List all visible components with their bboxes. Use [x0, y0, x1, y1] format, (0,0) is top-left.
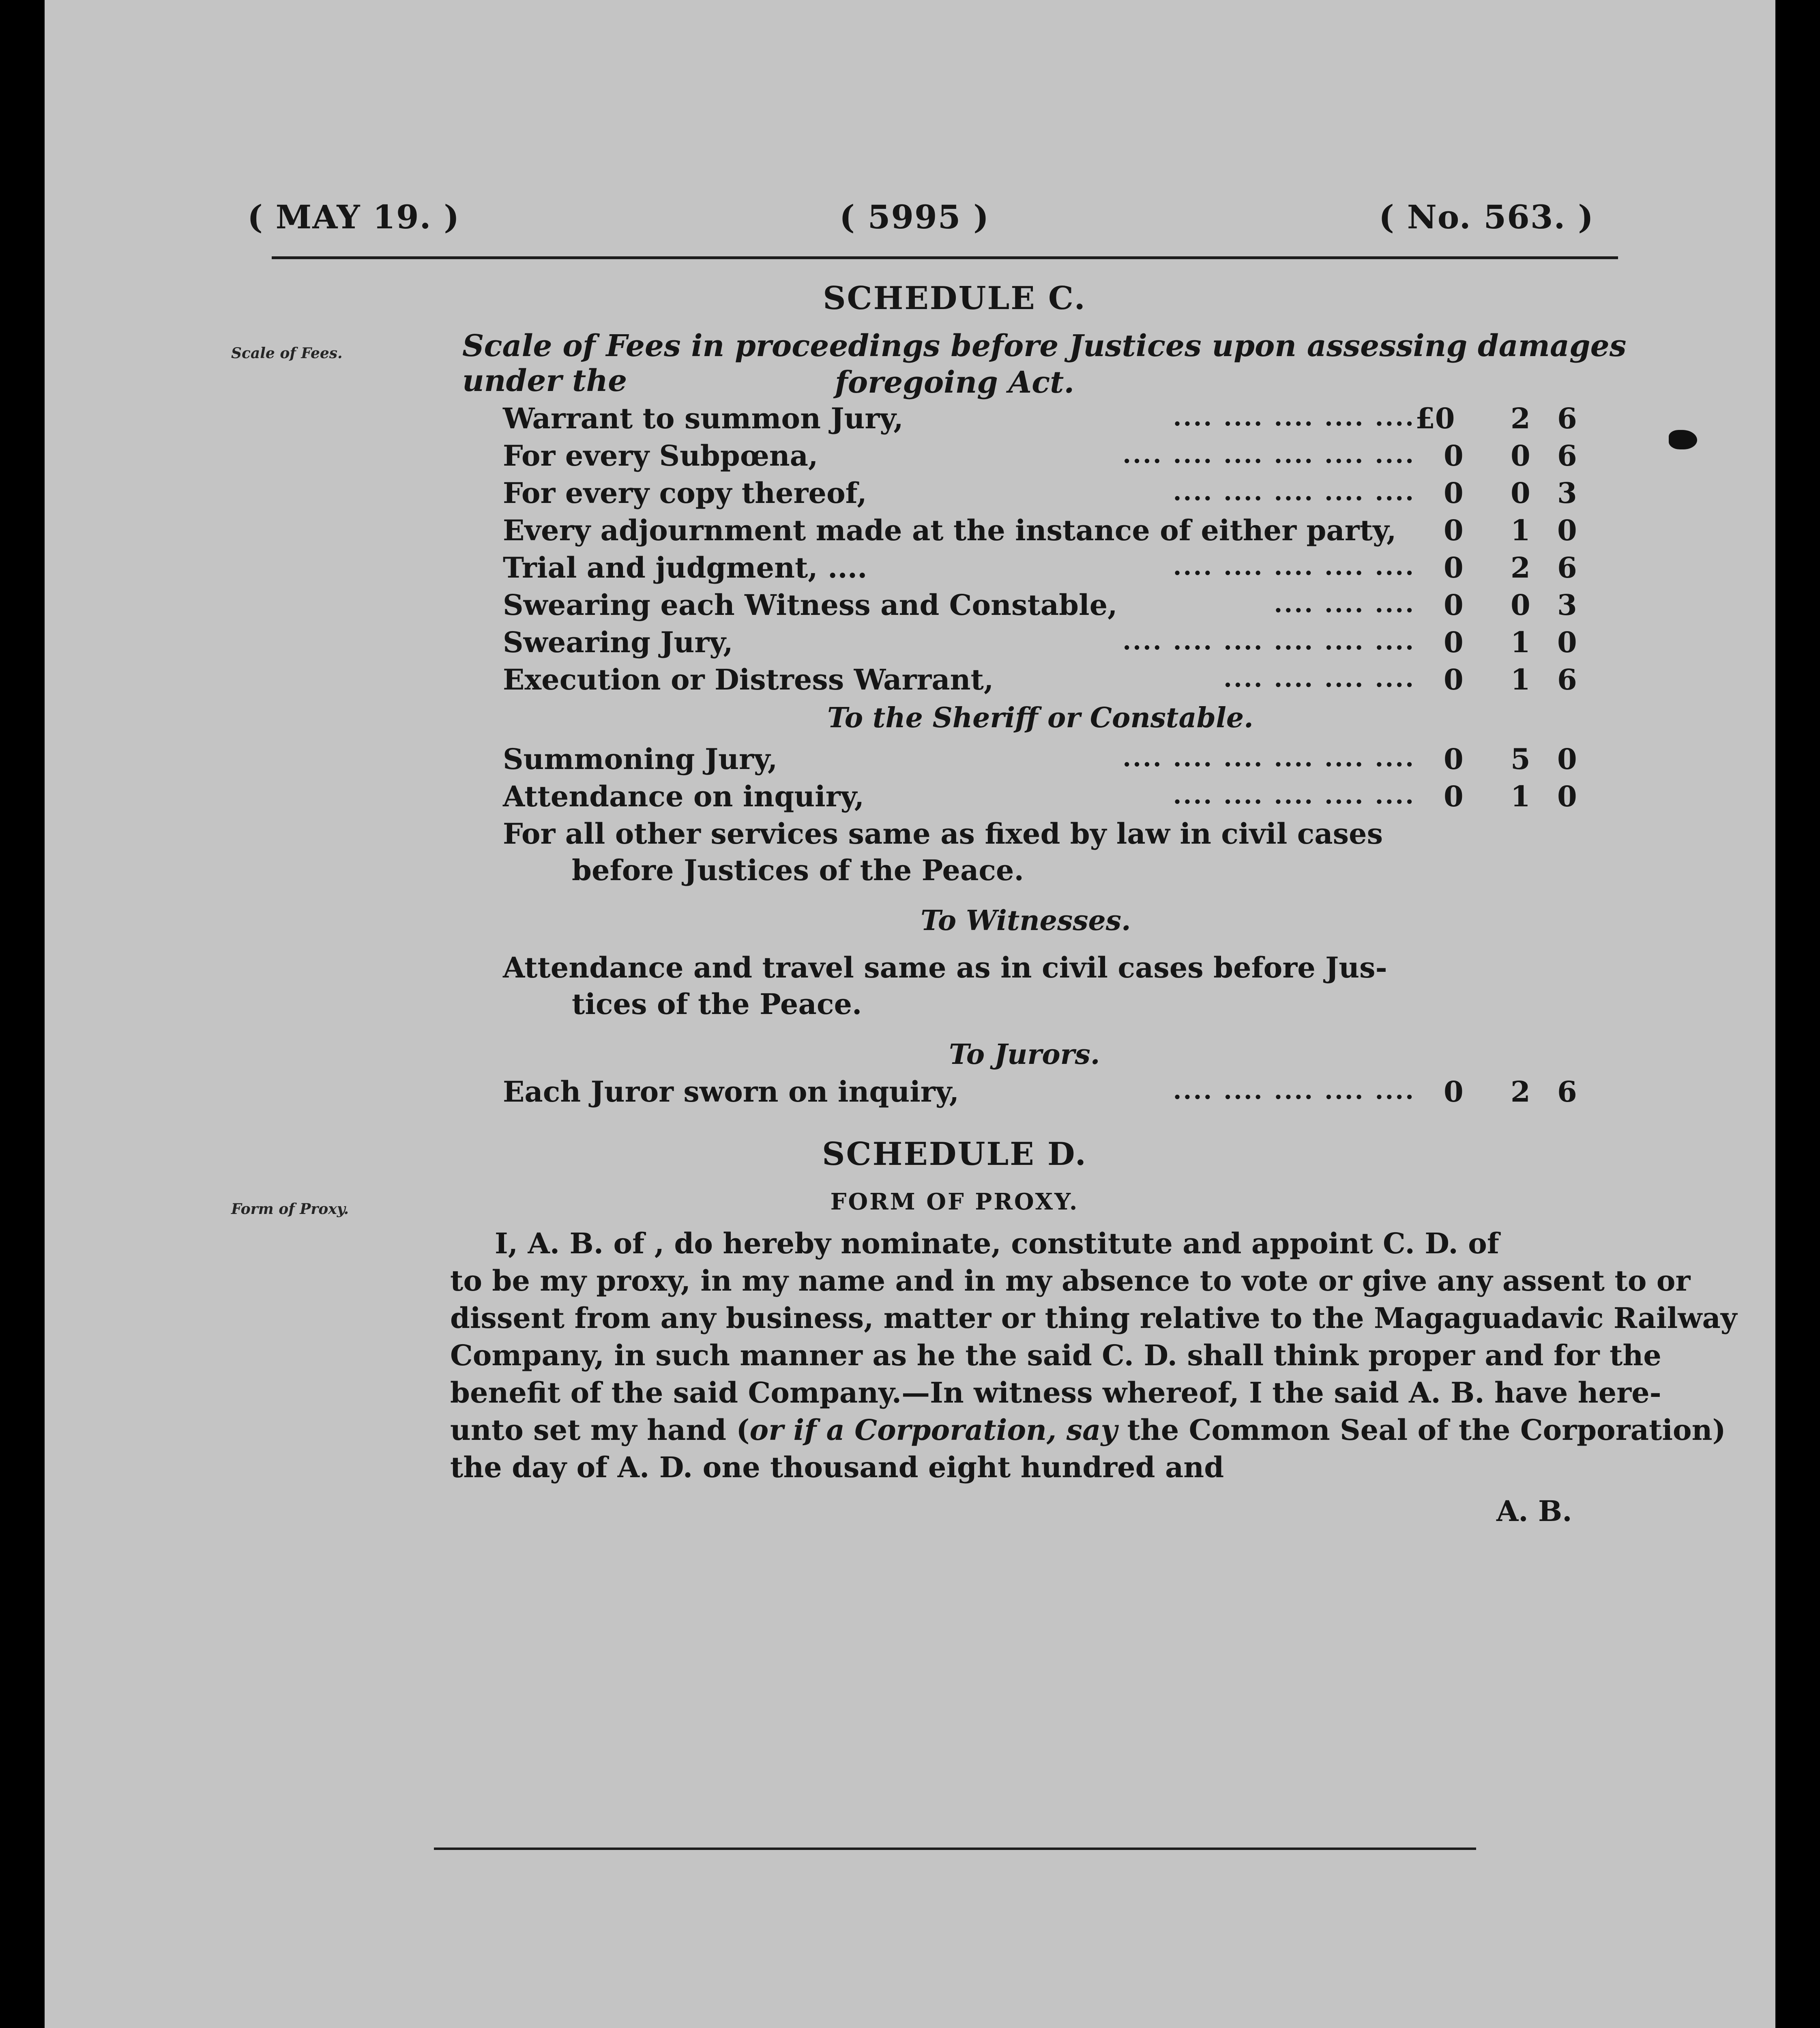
fee-row-3-shillings: 1 — [1511, 513, 1530, 547]
fee-row-1-label: For every Subpœna, — [503, 439, 818, 473]
fee-row-7-pounds: 0 — [1444, 663, 1464, 696]
fee-row-6-shillings: 1 — [1511, 625, 1530, 659]
juror-fee-row-shillings: 2 — [1511, 1075, 1530, 1109]
sheriff-fee-row-1-pence: 0 — [1557, 780, 1577, 813]
fee-row-0-leader-dots: .... .... .... .... .... — [1173, 403, 1415, 432]
sheriff-fee-row-0-pounds: 0 — [1444, 742, 1464, 776]
sheriff-fee-row-1-label: Attendance on inquiry, — [503, 780, 864, 813]
document-page — [45, 0, 1775, 2028]
fee-row-5-pounds: 0 — [1444, 588, 1464, 622]
fee-row-2-leader-dots: .... .... .... .... .... — [1173, 478, 1415, 506]
other-services-line1: For all other services same as fixed by law in civil cases — [503, 817, 1383, 851]
margin-note-form-of-proxy: Form of Proxy. — [231, 1201, 349, 1218]
sheriff-fee-row-1-pounds: 0 — [1444, 780, 1464, 813]
fee-row-3-pence: 0 — [1557, 513, 1577, 547]
sheriff-fee-row-0-pence: 0 — [1557, 742, 1577, 776]
sheriff-heading: To the Sheriff or Constable. — [827, 702, 1253, 734]
fee-row-4-label: Trial and judgment, .... — [503, 551, 867, 584]
proxy-line-3: dissent from any business, matter or thing relative to the Magaguadavic Railway — [450, 1301, 1737, 1335]
proxy-line-5: benefit of the said Company.—In witness whereof, I the said A. B. have here- — [450, 1376, 1661, 1409]
fee-row-6-pence: 0 — [1557, 625, 1577, 659]
schedule-c-title: SCHEDULE C. — [823, 280, 1086, 317]
fee-row-0-pounds: £0 — [1415, 402, 1455, 435]
schedule-c-subtitle-line2: foregoing Act. — [835, 365, 1075, 400]
witnesses-line2: tices of the Peace. — [572, 987, 862, 1021]
fee-row-7-label: Execution or Distress Warrant, — [503, 663, 994, 696]
fee-row-5-shillings: 0 — [1511, 588, 1530, 622]
proxy-line-2: to be my proxy, in my name and in my absence to vote or give any assent to or — [450, 1264, 1691, 1298]
sheriff-fee-row-0-shillings: 5 — [1511, 742, 1530, 776]
sheriff-fee-row-0-label: Summoning Jury, — [503, 742, 778, 776]
fee-row-4-pounds: 0 — [1444, 551, 1464, 584]
fee-row-7-leader-dots: .... .... .... .... — [1223, 664, 1415, 693]
fee-row-3-pounds: 0 — [1444, 513, 1464, 547]
juror-fee-row-leader-dots: .... .... .... .... .... — [1173, 1076, 1415, 1105]
header-page-number: ( 5995 ) — [839, 198, 990, 236]
fee-row-0-shillings: 2 — [1511, 402, 1530, 435]
fee-row-2-label: For every copy thereof, — [503, 476, 867, 510]
proxy-signature: A. B. — [1496, 1494, 1572, 1528]
proxy-line-6: unto set my hand (or if a Corporation, say the Common Seal of the Corporation) — [450, 1413, 1726, 1447]
sheriff-fee-row-0-leader-dots: .... .... .... .... .... .... — [1122, 744, 1415, 772]
fee-row-1-pounds: 0 — [1444, 439, 1464, 473]
proxy-line-7: the day of A. D. one thousand eight hundred and — [450, 1450, 1224, 1484]
fee-row-1-pence: 6 — [1557, 439, 1577, 473]
fee-row-2-pounds: 0 — [1444, 476, 1464, 510]
header-date: ( MAY 19. ) — [247, 198, 460, 236]
fee-row-3-label: Every adjournment made at the instance of either party, — [503, 513, 1397, 547]
fee-row-6-leader-dots: .... .... .... .... .... .... — [1122, 627, 1415, 655]
juror-fee-row-pounds: 0 — [1444, 1075, 1464, 1109]
sheriff-fee-row-1-leader-dots: .... .... .... .... .... — [1173, 781, 1415, 810]
fee-row-1-leader-dots: .... .... .... .... .... .... — [1122, 440, 1415, 469]
witnesses-line1: Attendance and travel same as in civil cases before Jus- — [503, 951, 1387, 984]
header-issue-number: ( No. 563. ) — [1379, 198, 1595, 236]
proxy-line-4: Company, in such manner as he the said C. D. shall think proper and for the — [450, 1338, 1661, 1372]
fee-row-0-label: Warrant to summon Jury, — [503, 402, 904, 435]
fee-row-1-shillings: 0 — [1511, 439, 1530, 473]
fee-row-0-pence: 6 — [1557, 402, 1577, 435]
fee-row-2-pence: 3 — [1557, 476, 1577, 510]
schedule-d-title: SCHEDULE D. — [822, 1136, 1087, 1173]
closing-rule — [434, 1848, 1476, 1850]
ink-mark — [1669, 430, 1697, 449]
fee-row-4-leader-dots: .... .... .... .... .... — [1173, 552, 1415, 581]
proxy-line-1: I, A. B. of , do hereby nominate, constitute and appoint C. D. of — [495, 1227, 1499, 1260]
other-services-line2: before Justices of the Peace. — [572, 853, 1024, 887]
juror-fee-row-label: Each Juror sworn on inquiry, — [503, 1075, 959, 1109]
fee-row-6-pounds: 0 — [1444, 625, 1464, 659]
fee-row-5-pence: 3 — [1557, 588, 1577, 622]
fee-row-4-shillings: 2 — [1511, 551, 1530, 584]
fee-row-7-shillings: 1 — [1511, 663, 1530, 696]
fee-row-5-label: Swearing each Witness and Constable, — [503, 588, 1118, 622]
margin-note-scale-of-fees: Scale of Fees. — [231, 345, 343, 362]
schedule-c-subtitle-line1: Scale of Fees in proceedings before Justices upon assessing damages under the — [462, 329, 1627, 398]
fee-row-6-label: Swearing Jury, — [503, 625, 733, 659]
header-rule — [272, 256, 1618, 259]
fee-row-7-pence: 6 — [1557, 663, 1577, 696]
witnesses-heading: To Witnesses. — [921, 904, 1131, 937]
fee-row-5-leader-dots: .... .... .... — [1274, 590, 1415, 618]
juror-fee-row-pence: 6 — [1557, 1075, 1577, 1109]
jurors-heading: To Jurors. — [949, 1038, 1100, 1071]
fee-row-4-pence: 6 — [1557, 551, 1577, 584]
form-of-proxy-title: FORM OF PROXY. — [830, 1188, 1079, 1215]
fee-row-2-shillings: 0 — [1511, 476, 1530, 510]
sheriff-fee-row-1-shillings: 1 — [1511, 780, 1530, 813]
